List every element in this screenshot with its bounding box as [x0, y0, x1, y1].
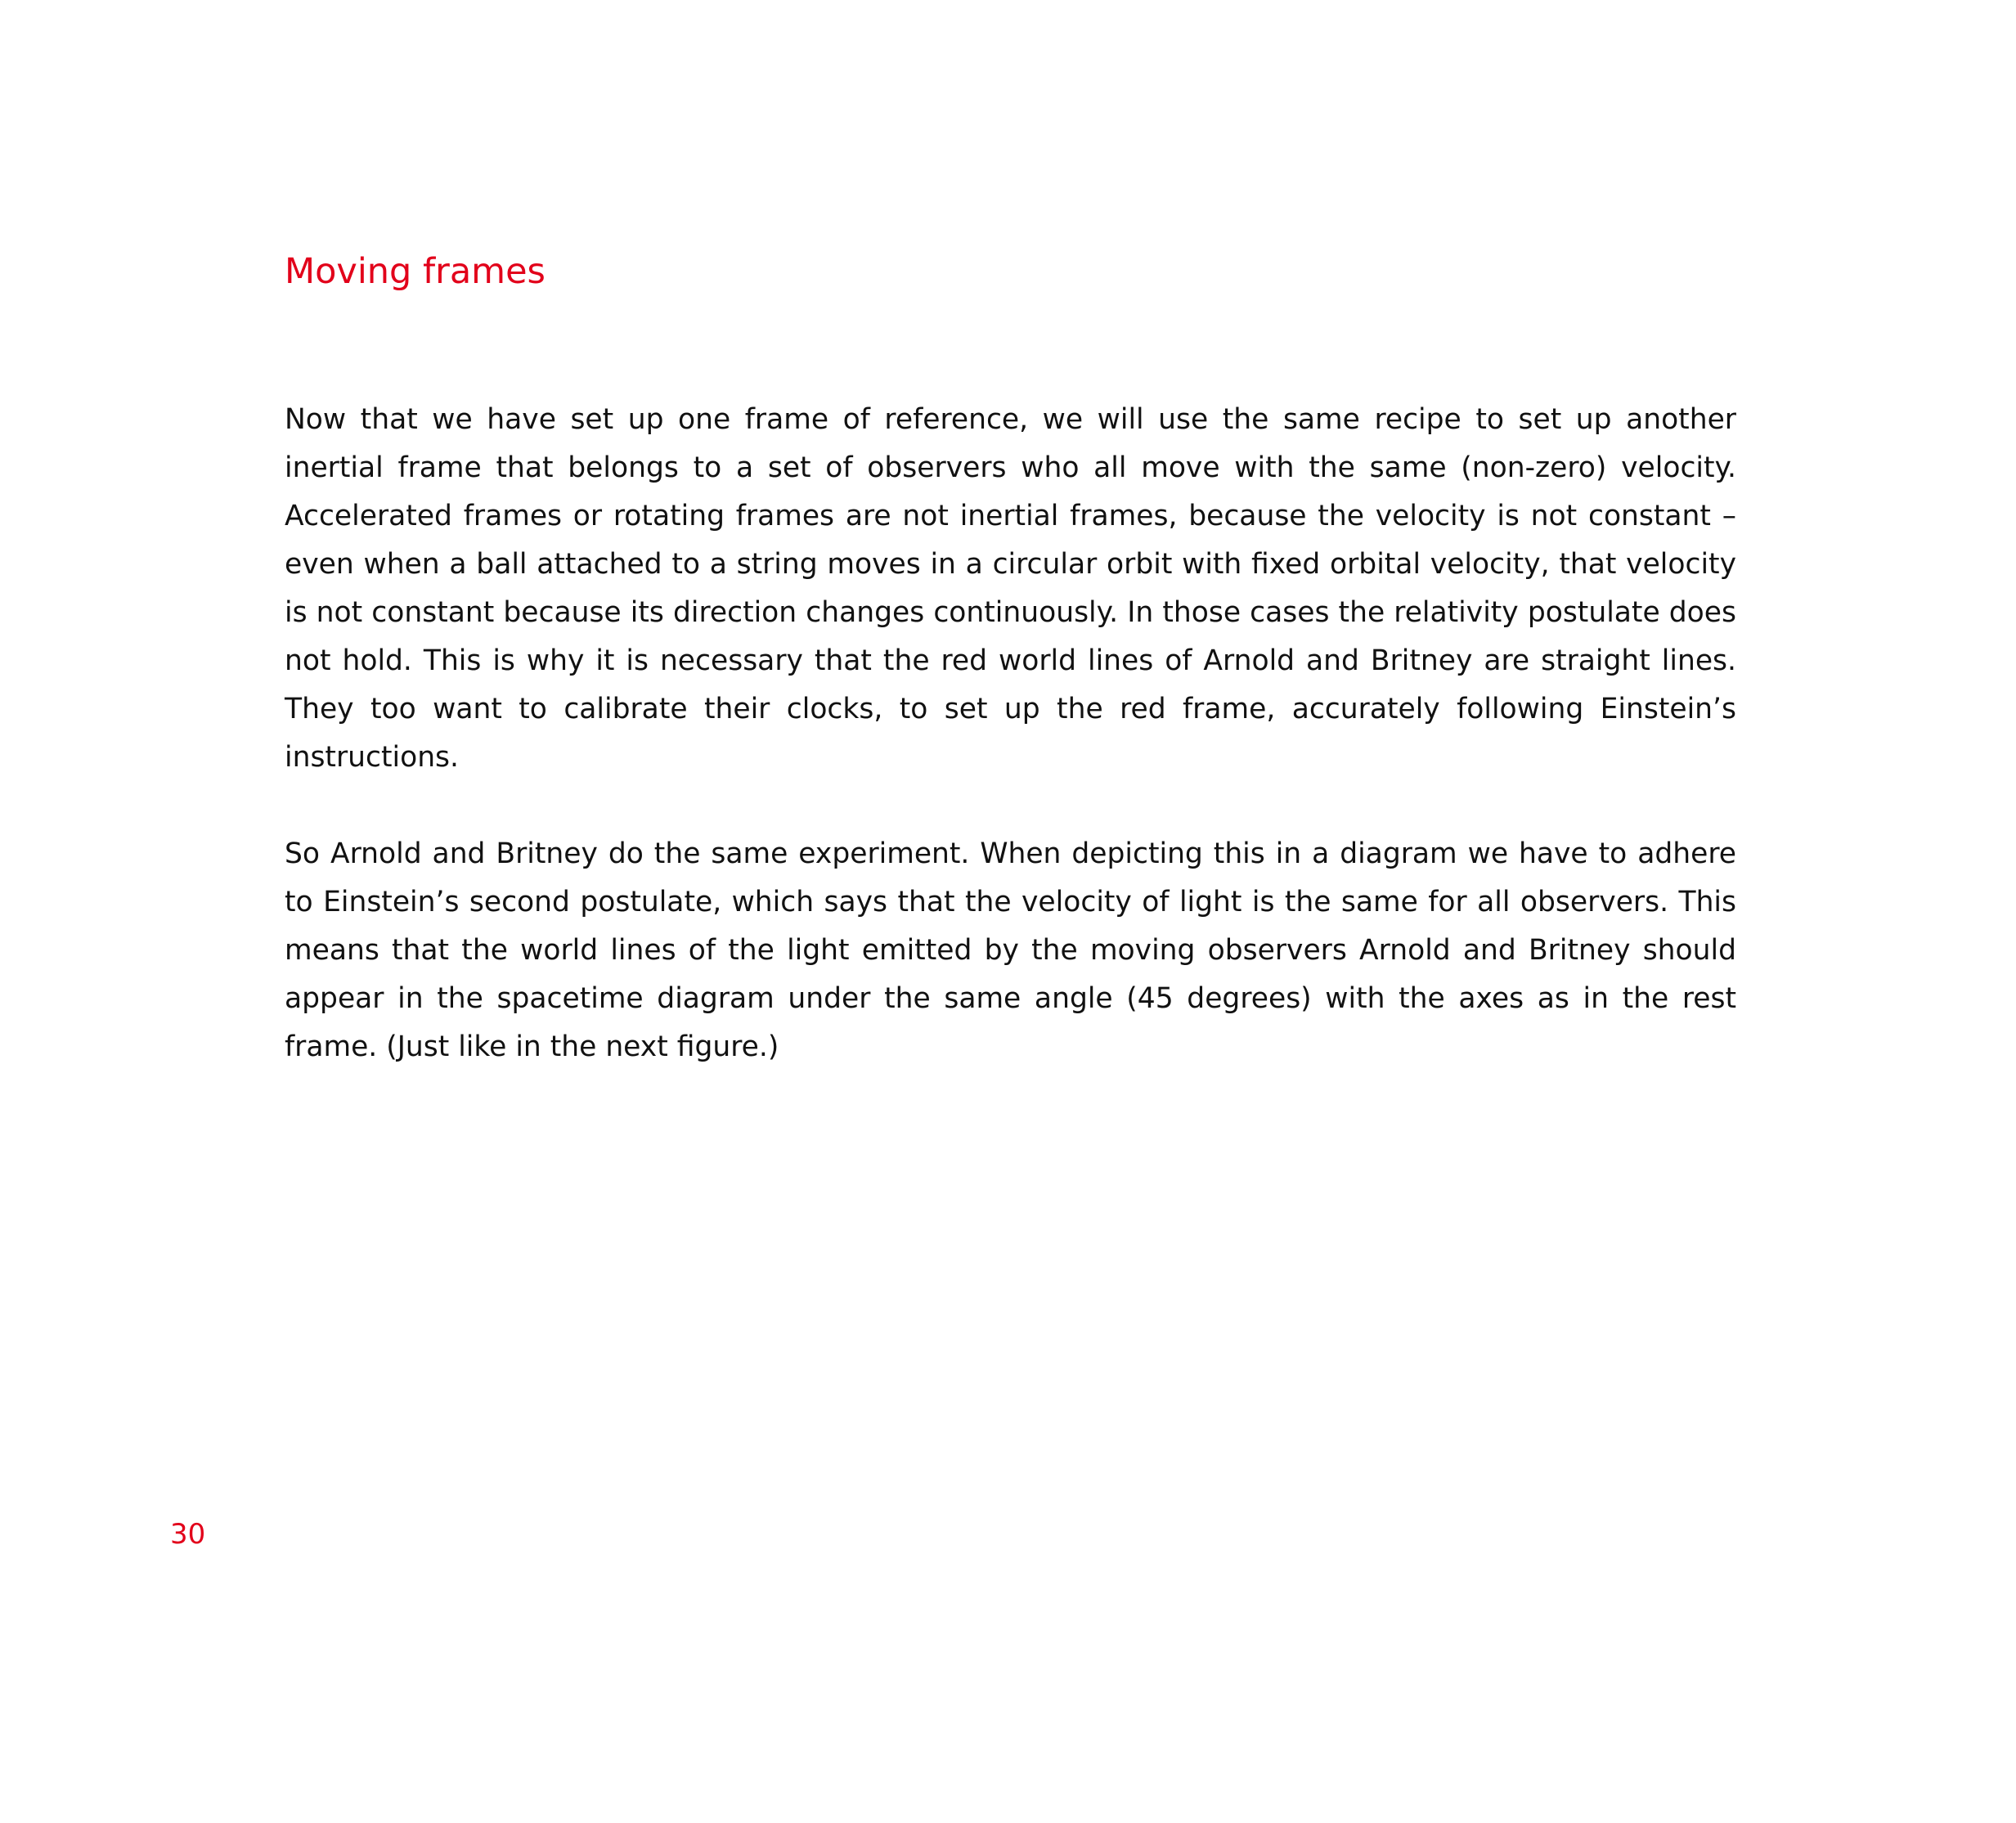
body-text — [285, 396, 1736, 1071]
section-title: Moving frames — [285, 251, 546, 292]
paragraph-1: Now that we have set up one frame of reference, we will use the same recipe to set up another inertial frame that belongs to a set of observers who all move with the same (non-zero) velocity. Accelerated frames or rotating frames are not inertial frames, because the velocity is not constant – even when a ball attached to a string moves in a circular orbit with fixed orbital velocity, that velocity is not constant because its direction changes continuously. In those cases the relativity postulate does not hold. This is why it is necessary that the red world lines of Arnold and Britney are straight lines. They too want to calibrate their clocks, to set up the red frame, accurately following Einstein’s instructions. — [285, 403, 1736, 774]
paragraph-2: So Arnold and Britney do the same experiment. When depicting this in a diagram we have to adhere to Einstein’s second postulate, which says that the velocity of light is the same for all observers. This means that the world lines of the light emitted by the moving observers Arnold and Britney should appear in the spacetime diagram under the same angle (45 degrees) with the axes as in the rest frame. (Just like in the next figure.) — [285, 837, 1736, 1063]
page-number: 30 — [170, 1518, 206, 1551]
